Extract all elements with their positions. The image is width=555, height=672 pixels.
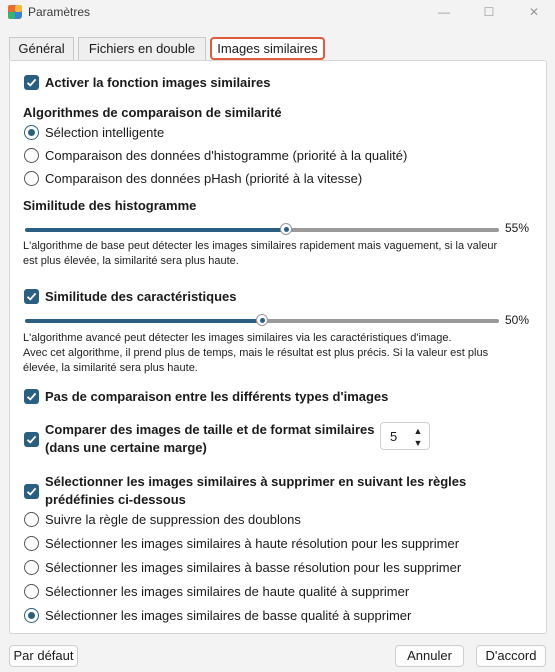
rule-option-low-quality[interactable] — [24, 608, 411, 623]
slider-thumb[interactable] — [280, 223, 292, 235]
rules-label — [45, 473, 466, 509]
size-format-label — [45, 421, 374, 457]
feature-similarity-description — [23, 331, 523, 376]
histogram-similarity-heading: Similitude des histogramme — [23, 198, 197, 213]
description-line: élevée, la similarité sera plus haute. — [23, 362, 198, 374]
title-bar — [0, 0, 555, 26]
radio-phash[interactable] — [24, 171, 39, 186]
rule-option-high-resolution[interactable] — [24, 536, 459, 551]
radio-low-resolution[interactable] — [24, 560, 39, 575]
minimize-button[interactable]: — — [438, 5, 450, 19]
radio-high-resolution[interactable] — [24, 536, 39, 551]
check-icon — [26, 391, 37, 402]
rule-option-label: Sélectionner les images similaires de basse qualité à supprimer — [45, 608, 412, 623]
enable-similar-images-checkbox[interactable] — [24, 75, 39, 90]
description-line: est plus élevée, la similarité sera plus haute. — [23, 255, 239, 267]
no-cross-type-row[interactable] — [24, 389, 388, 404]
algo-option-label: Comparaison des données pHash (priorité à la vitesse) — [45, 171, 363, 186]
description-line: L'algorithme de base peut détecter les images similaires rapidement mais vaguement, si la valeur — [23, 240, 498, 252]
slider-track-filled — [25, 228, 286, 232]
check-icon — [26, 486, 37, 497]
rules-row[interactable] — [24, 473, 466, 509]
maximize-button[interactable]: ☐ — [483, 5, 495, 19]
spin-up-arrow-icon[interactable]: ▲ — [413, 426, 423, 436]
rule-option-duplicates[interactable] — [24, 512, 301, 527]
slider-thumb[interactable] — [256, 314, 268, 326]
feature-similarity-checkbox[interactable] — [24, 289, 39, 304]
rule-option-label: Suivre la règle de suppression des doublons — [45, 512, 301, 527]
rule-option-low-resolution[interactable] — [24, 560, 461, 575]
size-format-row[interactable] — [24, 421, 374, 457]
tab-duplicate-files[interactable]: Fichiers en double — [78, 37, 206, 60]
enable-similar-images-row[interactable] — [24, 75, 270, 90]
radio-follow-duplicate-rule[interactable] — [24, 512, 39, 527]
tab-general[interactable]: Général — [9, 37, 74, 60]
feature-similarity-label: Similitude des caractéristiques — [45, 289, 237, 304]
slider-track-filled — [25, 319, 262, 323]
radio-histogram[interactable] — [24, 148, 39, 163]
app-logo-icon — [8, 5, 22, 19]
size-margin-spinbox[interactable] — [380, 422, 430, 450]
rule-option-label: Sélectionner les images similaires à basse résolution pour les supprimer — [45, 560, 462, 575]
check-icon — [26, 291, 37, 302]
algo-option-label: Comparaison des données d'histogramme (priorité à la qualité) — [45, 148, 408, 163]
close-button[interactable]: ✕ — [528, 5, 540, 19]
rules-label-line1: Sélectionner les images similaires à supprimer en suivant les règles — [45, 474, 467, 489]
feature-similarity-slider[interactable] — [25, 315, 499, 325]
radio-smart-selection[interactable] — [24, 125, 39, 140]
slider-track-empty — [262, 319, 499, 323]
size-margin-value[interactable]: 5 — [390, 429, 398, 444]
histogram-similarity-description — [23, 239, 523, 269]
check-icon — [26, 434, 37, 445]
algorithms-heading: Algorithmes de comparaison de similarité — [23, 105, 282, 120]
algo-option-histogram[interactable] — [24, 148, 407, 163]
default-button[interactable]: Par défaut — [9, 645, 78, 667]
settings-panel — [9, 60, 547, 634]
histogram-similarity-value: 55% — [505, 221, 530, 235]
no-cross-type-checkbox[interactable] — [24, 389, 39, 404]
no-cross-type-label: Pas de comparaison entre les différents types d'images — [45, 389, 389, 404]
rules-label-line2: prédéfinies ci-dessous — [45, 492, 186, 507]
slider-track-empty — [286, 228, 499, 232]
radio-high-quality[interactable] — [24, 584, 39, 599]
rule-option-high-quality[interactable] — [24, 584, 409, 599]
ok-button[interactable]: D'accord — [476, 645, 546, 667]
description-line: L'algorithme avancé peut détecter les images similaires via les caractéristiques d'image. — [23, 332, 452, 344]
rules-checkbox[interactable] — [24, 484, 39, 499]
algo-option-label: Sélection intelligente — [45, 125, 165, 140]
algo-option-smart[interactable] — [24, 125, 164, 140]
size-format-checkbox[interactable] — [24, 432, 39, 447]
algo-option-phash[interactable] — [24, 171, 362, 186]
check-icon — [26, 77, 37, 88]
size-format-label-line1: Comparer des images de taille et de format similaires — [45, 422, 375, 437]
size-format-label-line2: (dans une certaine marge) — [45, 440, 207, 455]
rule-option-label: Sélectionner les images similaires de haute qualité à supprimer — [45, 584, 410, 599]
feature-similarity-value: 50% — [505, 313, 530, 327]
histogram-similarity-slider[interactable] — [25, 224, 499, 234]
window-title: Paramètres — [28, 5, 91, 19]
cancel-button[interactable]: Annuler — [395, 645, 464, 667]
rule-option-label: Sélectionner les images similaires à haute résolution pour les supprimer — [45, 536, 460, 551]
spin-down-arrow-icon[interactable]: ▼ — [413, 438, 423, 448]
description-line: Avec cet algorithme, il prend plus de temps, mais le résultat est plus précis. Si la valeur est plus — [23, 347, 489, 359]
feature-similarity-row[interactable] — [24, 289, 236, 304]
tab-similar-images[interactable]: Images similaires — [210, 37, 325, 60]
radio-low-quality[interactable] — [24, 608, 39, 623]
enable-similar-images-label: Activer la fonction images similaires — [45, 75, 271, 90]
